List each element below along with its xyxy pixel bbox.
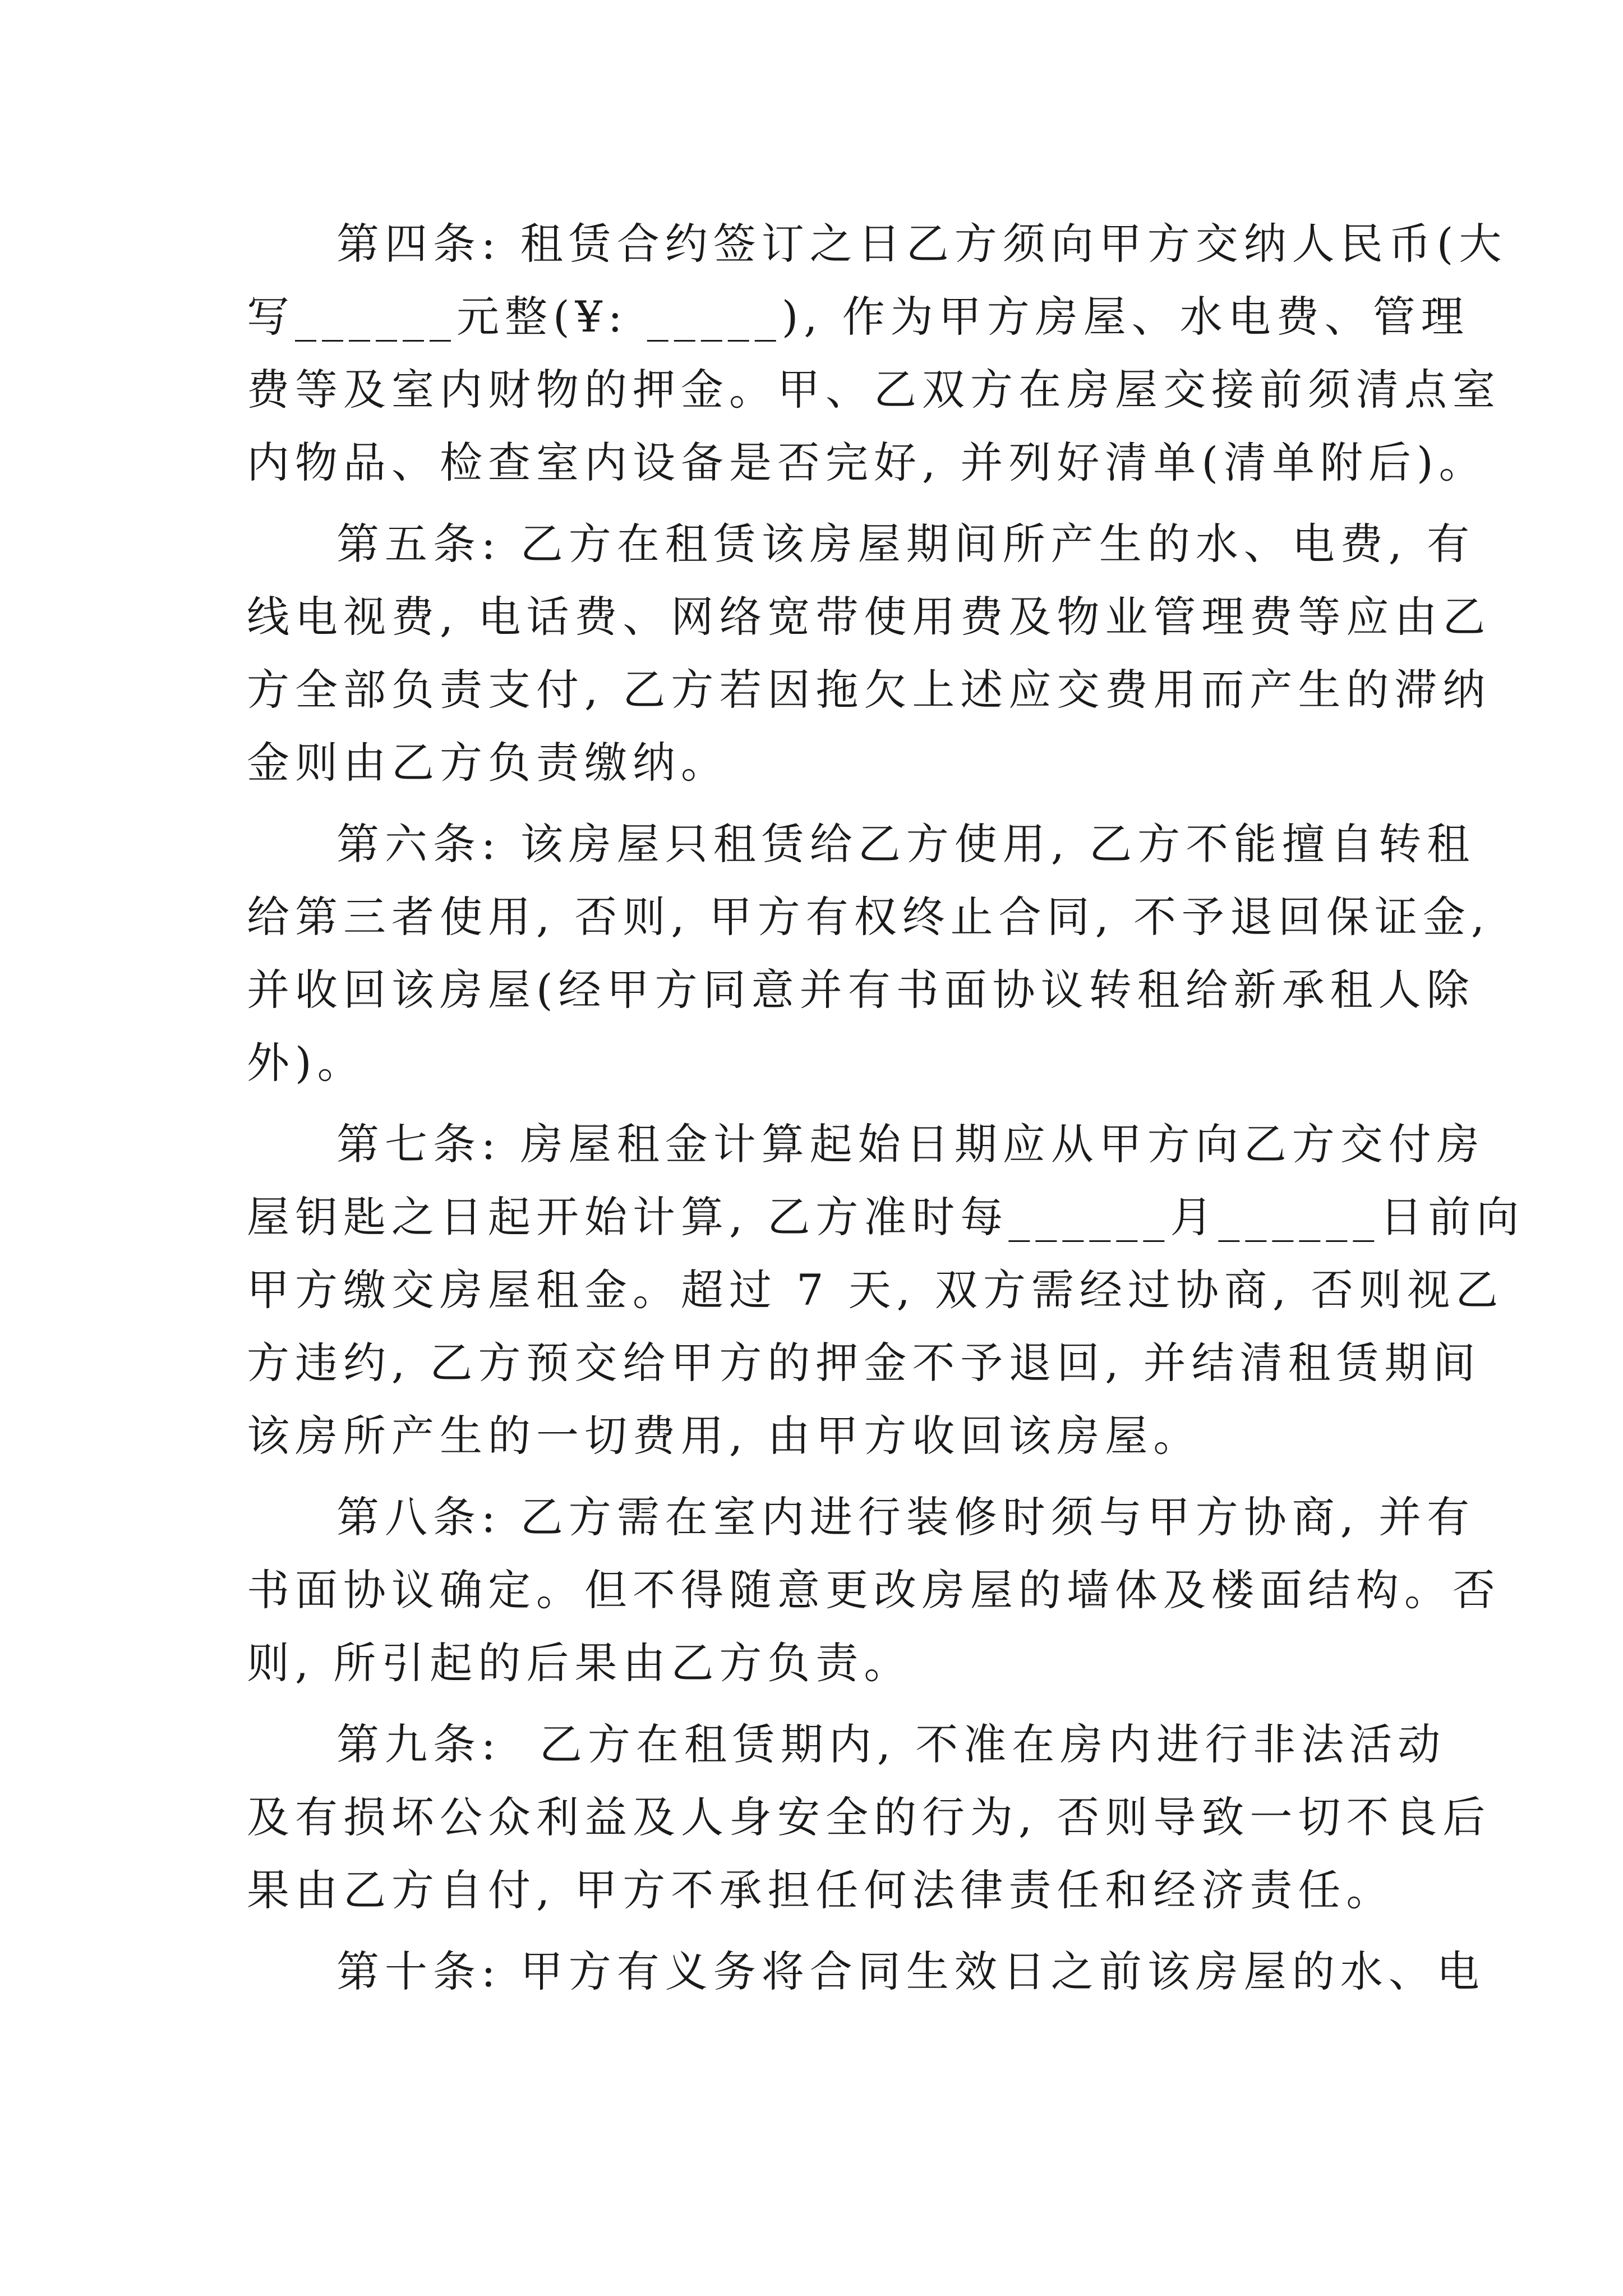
article-7-line-5: 该房所产生的一切费用, 由甲方收回该房屋。 xyxy=(247,1411,1202,1461)
article-8-line-1: 第八条: 乙方需在室内进行装修时须与甲方协商, 并有 xyxy=(336,1492,1476,1542)
article-5-line-2: 线电视费, 电话费、网络宽带使用费及物业管理费等应由乙 xyxy=(247,592,1491,642)
article-8-line-2: 书面协议确定。但不得随意更改房屋的墙体及楼面结构。否 xyxy=(247,1565,1501,1615)
article-9-line-2: 及有损坏公众利益及人身安全的行为, 否则导致一切不良后 xyxy=(247,1792,1491,1842)
article-10-line-1: 第十条: 甲方有义务将合同生效日之前该房屋的水、电 xyxy=(336,1947,1485,1996)
article-8-line-3: 则, 所引起的后果由乙方负责。 xyxy=(247,1638,912,1688)
article-7-line-4: 方违约, 乙方预交给甲方的押金不予退回, 并结清租赁期间 xyxy=(247,1338,1481,1388)
article-6-line-4: 外)。 xyxy=(247,1038,366,1088)
article-5-line-4: 金则由乙方负责缴纳。 xyxy=(247,738,729,788)
article-4-line-2: 写______元整(¥: _____), 作为甲方房屋、水电费、管理 xyxy=(247,292,1469,342)
article-6-line-1: 第六条: 该房屋只租赁给乙方使用, 乙方不能擅自转租 xyxy=(336,819,1476,869)
article-5-line-3: 方全部负责支付, 乙方若因拖欠上述应交费用而产生的滞纳 xyxy=(247,665,1491,715)
article-7-line-3: 甲方缴交房屋租金。超过 7 天, 双方需经过协商, 否则视乙 xyxy=(247,1265,1504,1315)
article-7-line-1: 第七条: 房屋租金计算起始日期应从甲方向乙方交付房 xyxy=(336,1119,1485,1169)
article-5-line-1: 第五条: 乙方在租赁该房屋期间所产生的水、电费, 有 xyxy=(336,519,1476,569)
article-9-line-1: 第九条: 乙方在租赁期内, 不准在房内进行非法活动 xyxy=(336,1719,1446,1769)
article-9-line-3: 果由乙方自付, 甲方不承担任何法律责任和经济责任。 xyxy=(247,1865,1395,1915)
article-4-line-1: 第四条: 租赁合约签订之日乙方须向甲方交纳人民币(大 xyxy=(336,219,1507,269)
article-4-line-3: 费等及室内财物的押金。甲、乙双方在房屋交接前须清点室 xyxy=(247,365,1501,415)
article-7-line-2: 屋钥匙之日起开始计算, 乙方准时每______月______日前向 xyxy=(247,1192,1525,1242)
article-6-line-3: 并收回该房屋(经甲方同意并有书面协议转租给新承租人除 xyxy=(247,965,1475,1015)
article-4-line-4: 内物品、检查室内设备是否完好, 并列好清单(清单附后)。 xyxy=(247,438,1487,487)
article-6-line-2: 给第三者使用, 否则, 甲方有权终止合同, 不予退回保证金, xyxy=(247,892,1491,942)
